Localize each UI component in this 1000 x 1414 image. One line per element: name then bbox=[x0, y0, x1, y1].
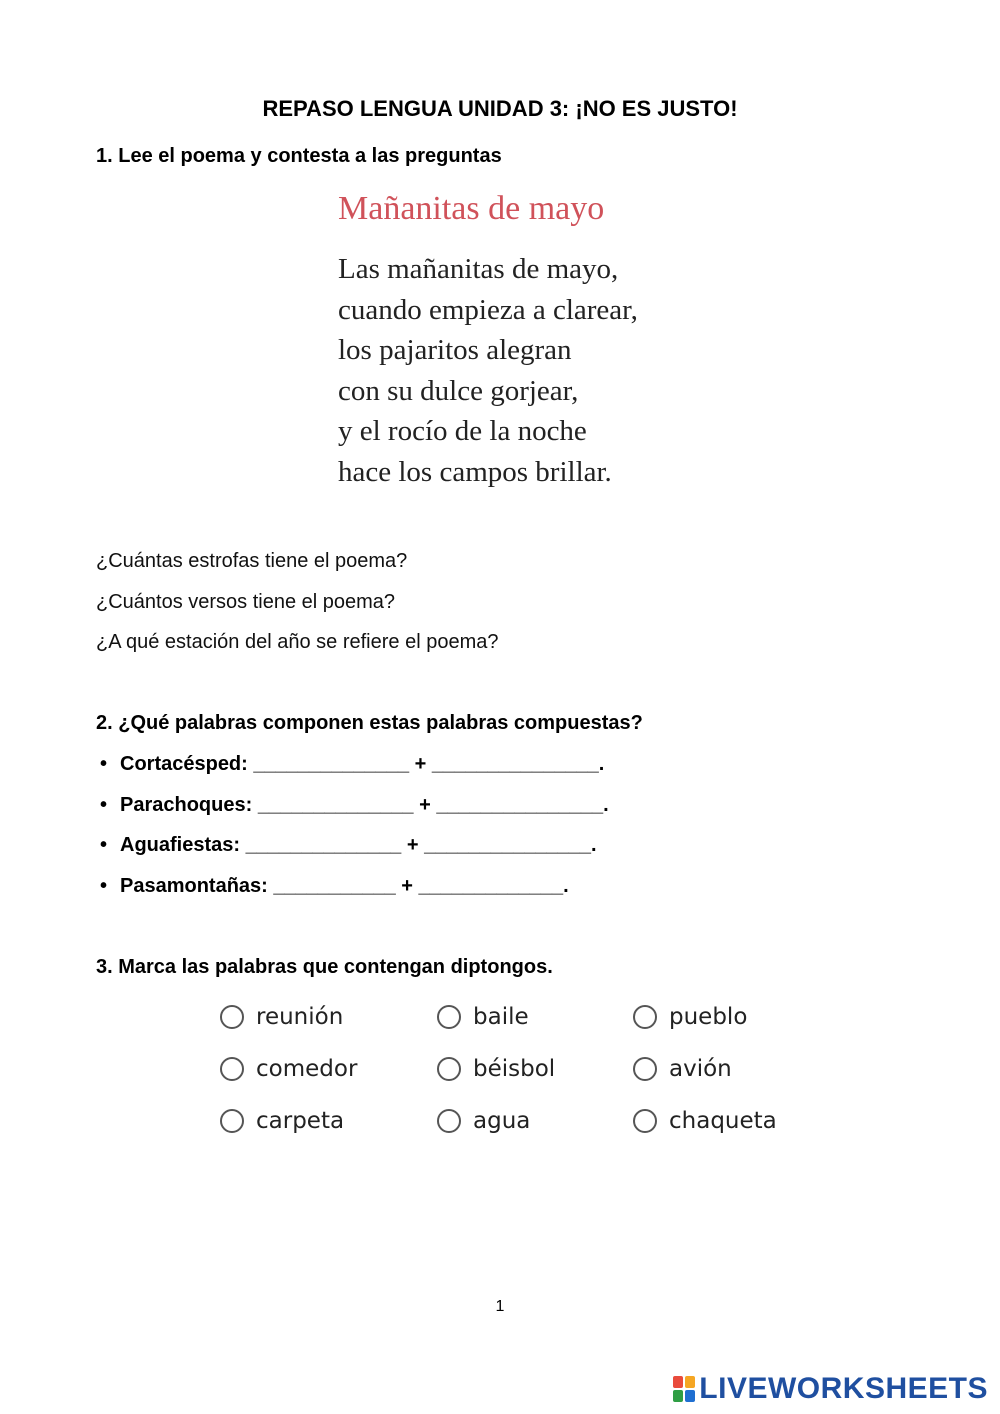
brand-text: LIVEWORKSHEETS bbox=[699, 1372, 988, 1405]
radio-circle-icon[interactable] bbox=[220, 1057, 244, 1081]
brand-block bbox=[685, 1390, 695, 1402]
section-3-heading: 3. Marca las palabras que contengan diptongos. bbox=[96, 956, 553, 978]
option-label: avión bbox=[669, 1056, 732, 1082]
liveworksheets-logo bbox=[673, 1372, 988, 1406]
option-label: chaqueta bbox=[669, 1108, 777, 1134]
option-label: pueblo bbox=[669, 1004, 748, 1030]
option-label: béisbol bbox=[473, 1056, 556, 1082]
option-carpeta[interactable] bbox=[220, 1108, 344, 1134]
question-versos: ¿Cuántos versos tiene el poema? bbox=[96, 591, 396, 613]
compound-text[interactable]: Aguafiestas: ______________ + _______________. bbox=[120, 834, 597, 856]
option-baile[interactable] bbox=[437, 1004, 529, 1030]
option-reunion[interactable] bbox=[220, 1004, 343, 1030]
poem-title: Mañanitas de mayo bbox=[338, 190, 605, 227]
option-chaqueta[interactable] bbox=[633, 1108, 777, 1134]
radio-circle-icon[interactable] bbox=[437, 1005, 461, 1029]
option-agua[interactable] bbox=[437, 1108, 530, 1134]
option-label: reunión bbox=[256, 1004, 344, 1030]
option-pueblo[interactable] bbox=[633, 1004, 747, 1030]
compound-text[interactable]: Pasamontañas: ___________ + _____________. bbox=[120, 875, 569, 897]
page-number: 1 bbox=[495, 1298, 505, 1315]
compound-text[interactable]: Cortacésped: ______________ + _______________. bbox=[120, 753, 605, 775]
bullet: • bbox=[100, 794, 108, 816]
radio-circle-icon[interactable] bbox=[633, 1109, 657, 1133]
poem-line: Las mañanitas de mayo, bbox=[338, 253, 619, 285]
compound-item-cortacesped bbox=[100, 753, 604, 776]
option-label: carpeta bbox=[256, 1108, 345, 1134]
page-title: REPASO LENGUA UNIDAD 3: ¡NO ES JUSTO! bbox=[262, 96, 738, 121]
radio-circle-icon[interactable] bbox=[633, 1057, 657, 1081]
section-1-heading: 1. Lee el poema y contesta a las preguntas bbox=[96, 145, 502, 167]
compound-item-pasamontanas bbox=[100, 875, 569, 898]
question-estacion: ¿A qué estación del año se refiere el poema? bbox=[96, 631, 499, 653]
option-comedor[interactable] bbox=[220, 1056, 357, 1082]
bullet: • bbox=[100, 753, 108, 775]
option-beisbol[interactable] bbox=[437, 1056, 555, 1082]
radio-circle-icon[interactable] bbox=[437, 1109, 461, 1133]
option-label: comedor bbox=[256, 1056, 358, 1082]
bullet: • bbox=[100, 875, 108, 897]
option-label: baile bbox=[473, 1004, 529, 1030]
poem-line: los pajaritos alegran bbox=[338, 334, 572, 367]
compound-text[interactable]: Parachoques: ______________ + _______________. bbox=[120, 794, 609, 816]
radio-circle-icon[interactable] bbox=[437, 1057, 461, 1081]
radio-circle-icon[interactable] bbox=[220, 1109, 244, 1133]
option-avion[interactable] bbox=[633, 1056, 732, 1082]
radio-circle-icon[interactable] bbox=[633, 1005, 657, 1029]
poem bbox=[338, 249, 638, 493]
compound-item-parachoques bbox=[100, 794, 609, 817]
poem-line: hace los campos brillar. bbox=[338, 455, 612, 488]
question-estrofas: ¿Cuántas estrofas tiene el poema? bbox=[96, 550, 408, 572]
poem-line: con su dulce gorjear, bbox=[338, 374, 579, 407]
section-2-heading: 2. ¿Qué palabras componen estas palabras compuestas? bbox=[96, 712, 643, 734]
brand-block bbox=[673, 1376, 683, 1388]
radio-circle-icon[interactable] bbox=[220, 1005, 244, 1029]
brand-blocks-icon bbox=[673, 1376, 695, 1402]
poem-line: cuando empieza a clarear, bbox=[338, 293, 638, 326]
brand-block bbox=[673, 1390, 683, 1402]
poem-line: y el rocío de la noche bbox=[338, 415, 587, 448]
brand-block bbox=[685, 1376, 695, 1388]
bullet: • bbox=[100, 834, 108, 856]
compound-item-aguafiestas bbox=[100, 834, 597, 857]
option-label: agua bbox=[473, 1108, 531, 1134]
